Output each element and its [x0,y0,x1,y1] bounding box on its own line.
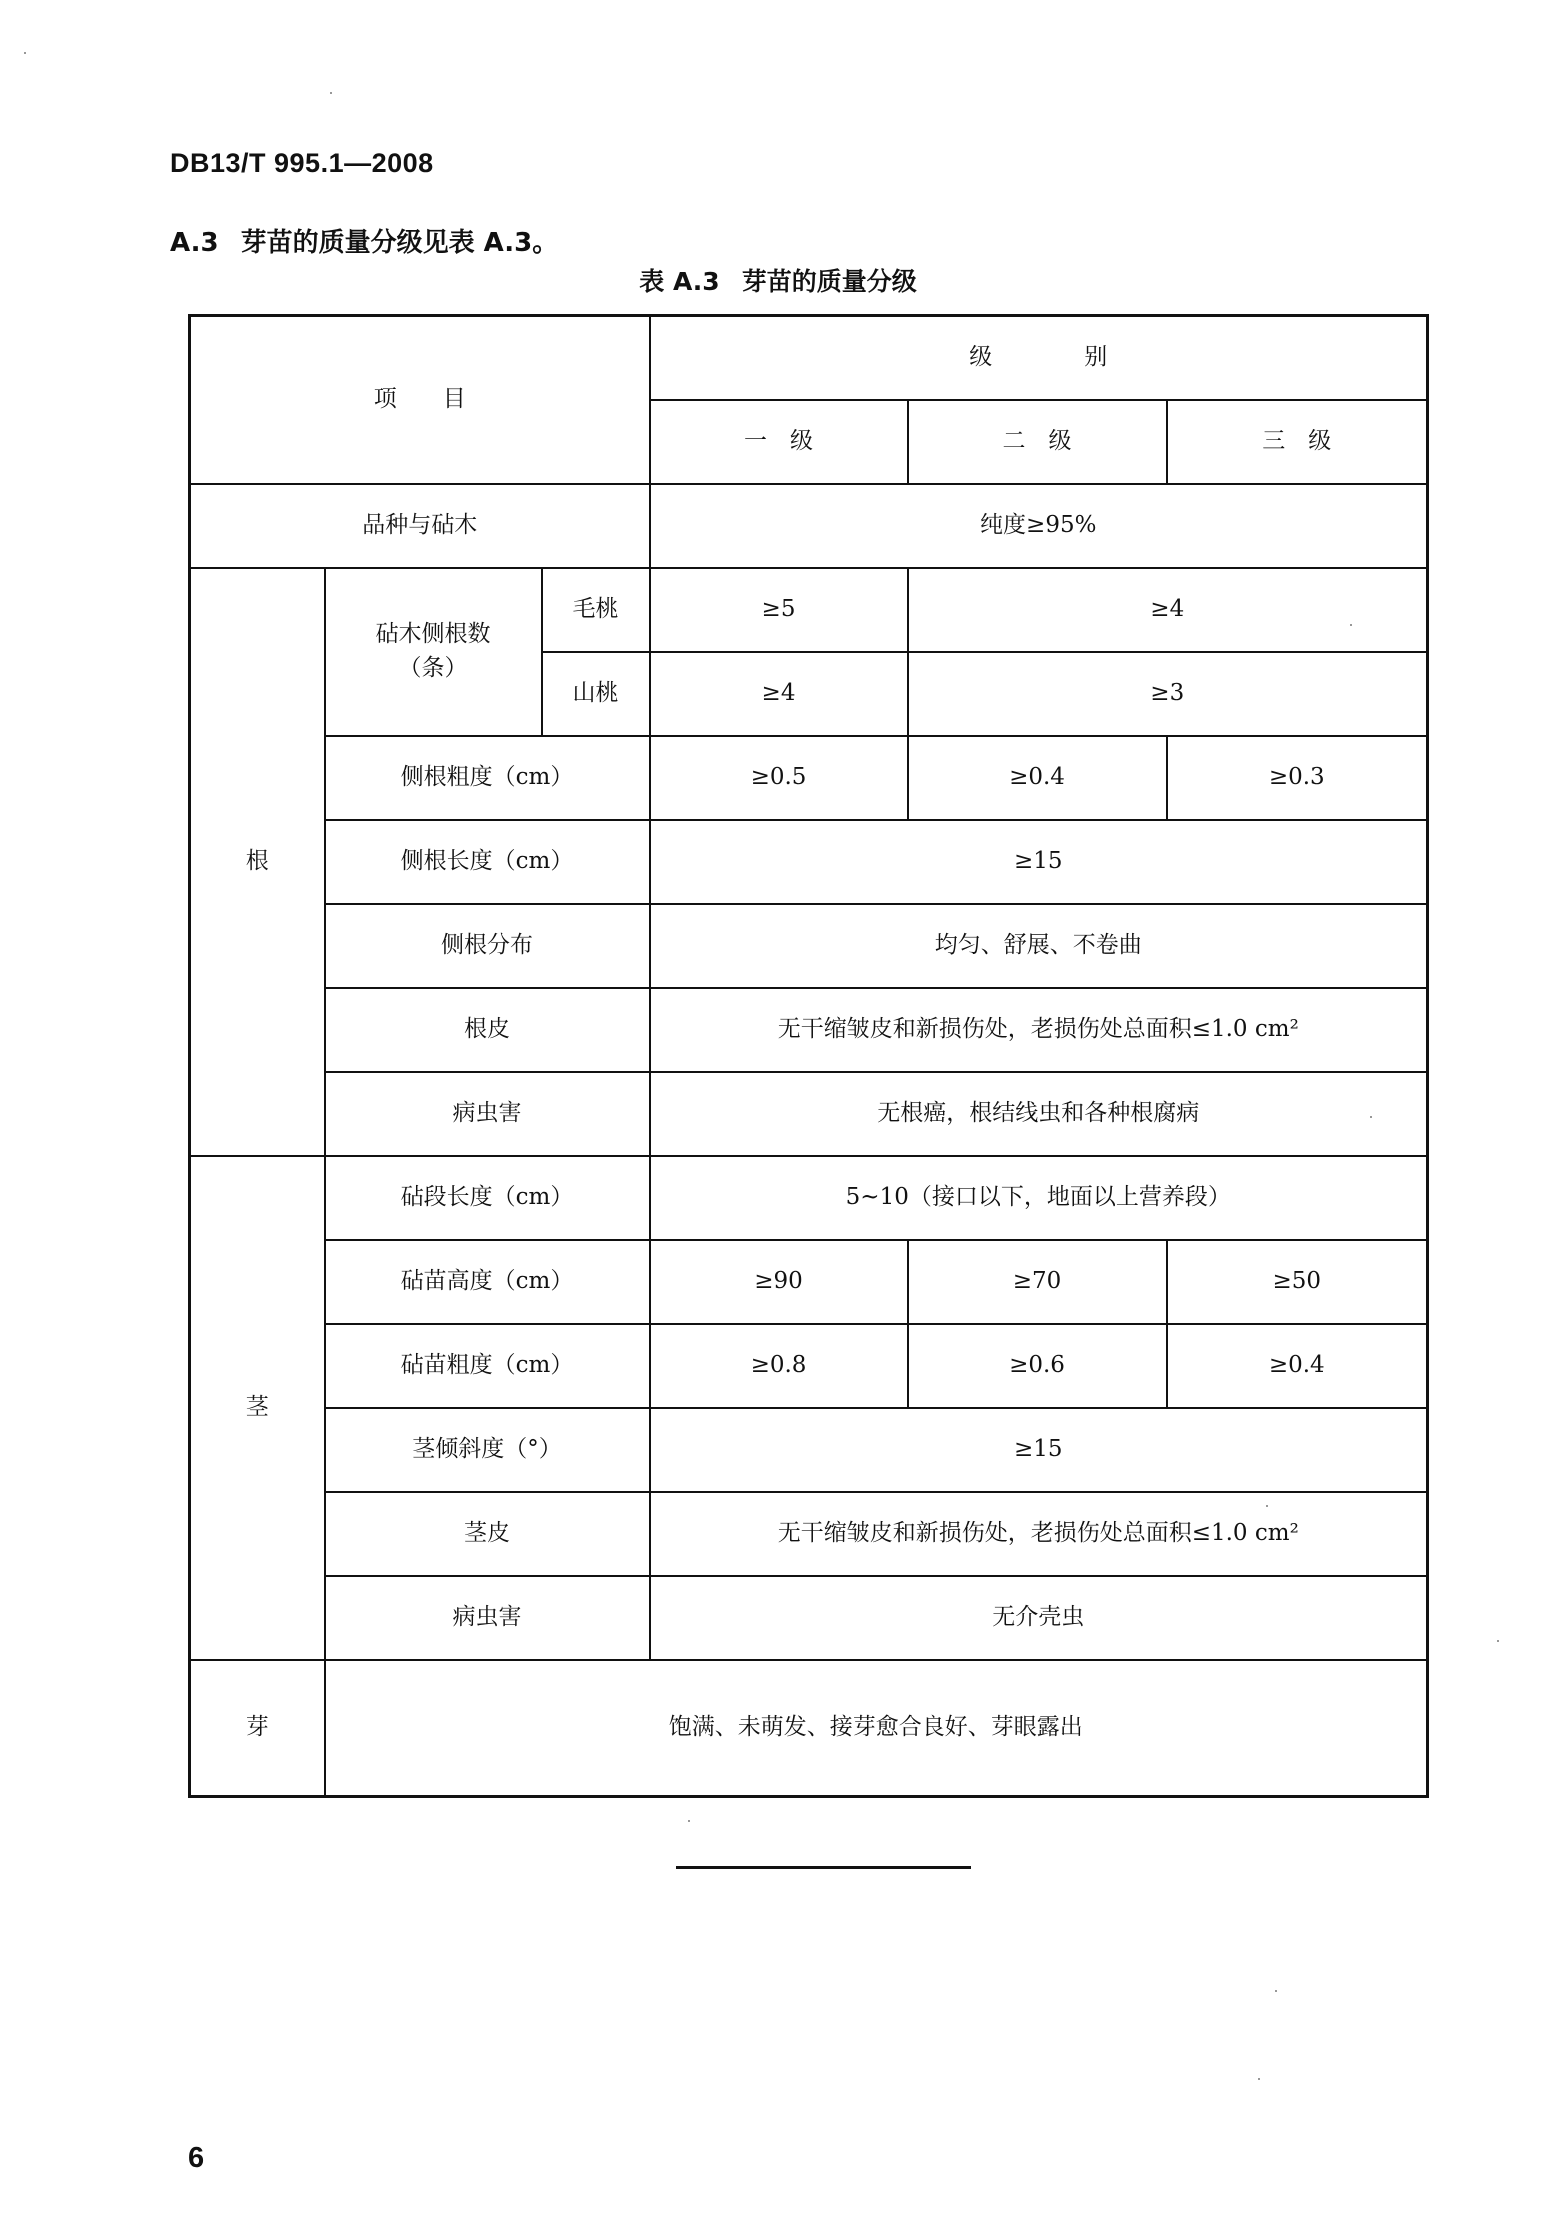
grade-3-header: 三 级 [1167,400,1428,484]
table-row [190,1408,1428,1492]
table-row [190,484,1428,568]
segment-length-value: 5~10（接口以下，地面以上营养段） [650,1156,1428,1240]
standard-code: DB13/T 995.1—2008 [170,148,434,178]
scan-speck [688,1820,690,1822]
stock-thickness-grade-2: ≥0.6 [908,1324,1167,1408]
table-row [190,736,1428,820]
root-thickness-grade-3: ≥0.3 [1167,736,1428,820]
scan-speck [24,52,26,54]
stem-bark-label: 茎皮 [325,1492,650,1576]
root-length-label: 侧根长度（cm） [325,820,650,904]
shantao-grade-2-3: ≥3 [908,652,1428,736]
stem-pest-value: 无介壳虫 [650,1576,1428,1660]
shantao-grade-1: ≥4 [650,652,908,736]
root-bark-value: 无干缩皱皮和新损伤处，老损伤处总面积≤1.0 cm² [650,988,1428,1072]
variety-label: 品种与砧木 [190,484,650,568]
scan-speck [1497,1640,1499,1642]
maotao-label: 毛桃 [542,568,650,652]
variety-value: 纯度≥95% [650,484,1428,568]
clause-text: 芽苗的质量分级见表 A.3。 [240,228,559,258]
root-length-value: ≥15 [650,820,1428,904]
table-header-row [190,316,1428,400]
table-title: 芽苗的质量分级 [741,267,917,296]
item-header: 项 目 [190,316,650,484]
end-rule [676,1866,971,1869]
stem-bark-value: 无干缩皱皮和新损伤处，老损伤处总面积≤1.0 cm² [650,1492,1428,1576]
table-row [190,568,1428,652]
stock-height-grade-3: ≥50 [1167,1240,1428,1324]
root-group-label: 根 [190,568,325,1156]
table-row [190,1660,1428,1797]
root-pest-value: 无根癌，根结线虫和各种根腐病 [650,1072,1428,1156]
page-number: 6 [188,2142,205,2174]
grade-1-header: 一 级 [650,400,908,484]
scan-speck [1370,1116,1372,1118]
grade-2-header: 二 级 [908,400,1167,484]
bud-label: 芽 [190,1660,325,1797]
root-distribution-value: 均匀、舒展、不卷曲 [650,904,1428,988]
clause-number: A.3 [170,228,219,258]
bud-value: 饱满、未萌发、接芽愈合良好、芽眼露出 [325,1660,1428,1797]
root-thickness-grade-2: ≥0.4 [908,736,1167,820]
table-row [190,1156,1428,1240]
grade-header: 级 别 [650,316,1428,400]
table-caption [0,262,1556,298]
stem-tilt-label: 茎倾斜度（°） [325,1408,650,1492]
scan-speck [1258,2078,1260,2080]
shantao-label: 山桃 [542,652,650,736]
stem-pest-label: 病虫害 [325,1576,650,1660]
table-number: 表 A.3 [639,267,720,296]
stem-group-label: 茎 [190,1156,325,1660]
root-pest-label: 病虫害 [325,1072,650,1156]
stem-tilt-value: ≥15 [650,1408,1428,1492]
scan-speck [330,92,332,94]
scan-speck [1275,1990,1277,1992]
table-row [190,1576,1428,1660]
segment-length-label: 砧段长度（cm） [325,1156,650,1240]
root-thickness-label: 侧根粗度（cm） [325,736,650,820]
table-row [190,1072,1428,1156]
table-row [190,904,1428,988]
maotao-grade-1: ≥5 [650,568,908,652]
grading-table [188,314,1429,1798]
stock-thickness-label: 砧苗粗度（cm） [325,1324,650,1408]
clause-heading [170,222,558,259]
stock-height-grade-2: ≥70 [908,1240,1167,1324]
lateral-count-label [325,568,542,736]
maotao-grade-2-3: ≥4 [908,568,1428,652]
stock-thickness-grade-3: ≥0.4 [1167,1324,1428,1408]
scan-speck [1266,1505,1268,1507]
table-row [190,1492,1428,1576]
stock-thickness-grade-1: ≥0.8 [650,1324,908,1408]
table-row [190,820,1428,904]
table-row [190,988,1428,1072]
table-row [190,1240,1428,1324]
table-row [190,1324,1428,1408]
root-thickness-grade-1: ≥0.5 [650,736,908,820]
lateral-count-label-line1: 砧木侧根数 [375,621,491,648]
stock-height-label: 砧苗高度（cm） [325,1240,650,1324]
root-distribution-label: 侧根分布 [325,904,650,988]
lateral-count-label-line2: （条） [398,654,468,681]
scan-speck [1350,624,1352,626]
root-bark-label: 根皮 [325,988,650,1072]
stock-height-grade-1: ≥90 [650,1240,908,1324]
